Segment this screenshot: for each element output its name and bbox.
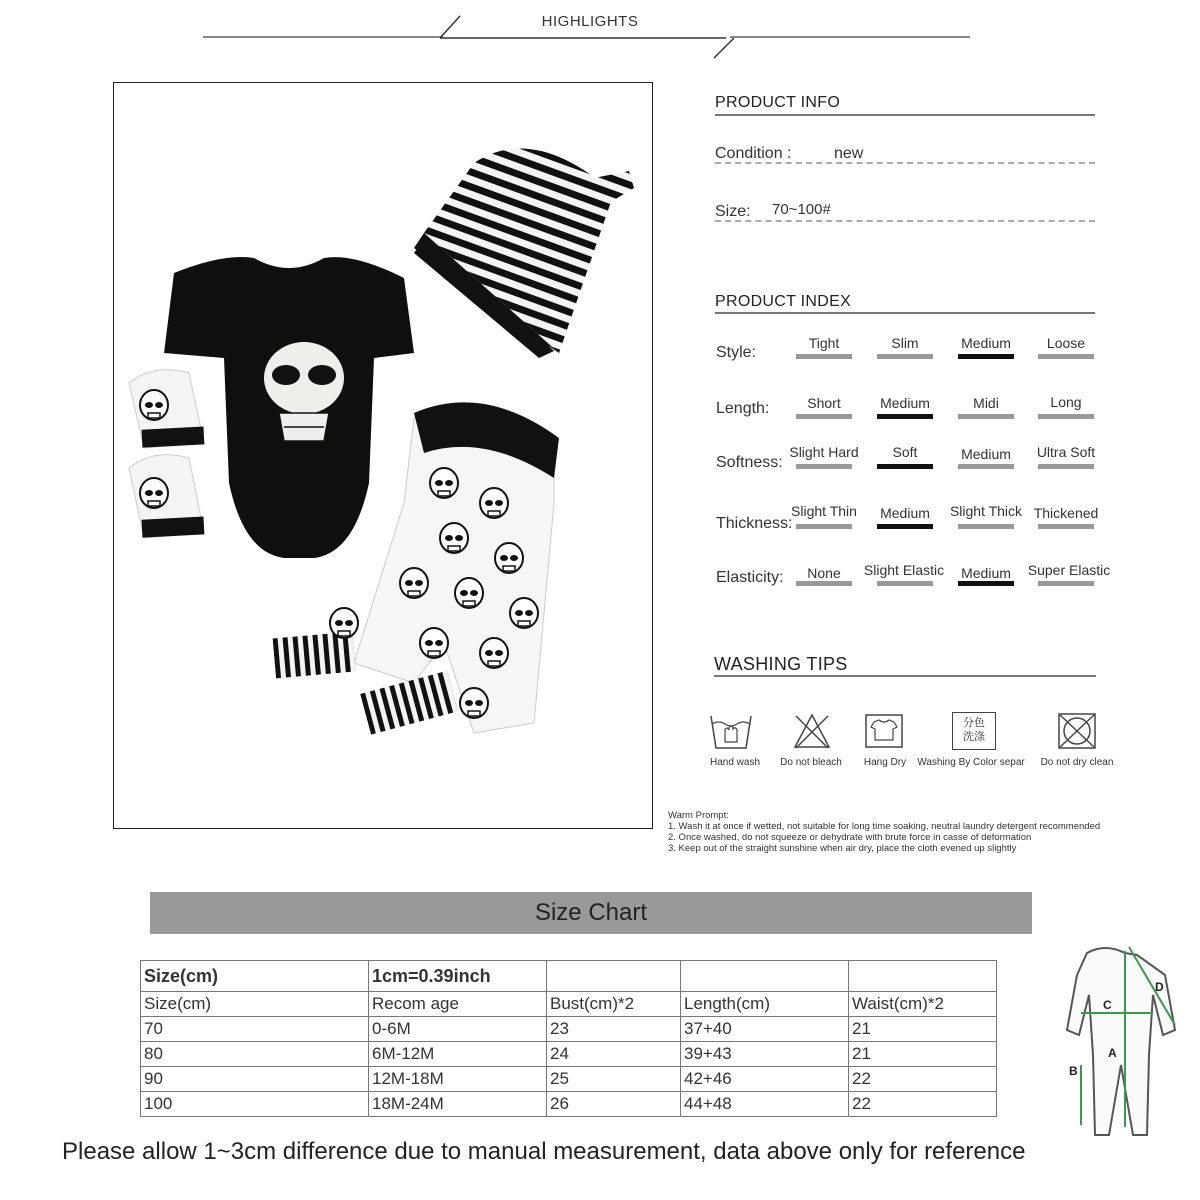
index-bar xyxy=(958,581,1014,586)
table-cell: 18M-24M xyxy=(369,1092,547,1117)
index-label-softness: Softness: xyxy=(716,454,783,471)
index-option: Short xyxy=(807,395,841,411)
index-bar xyxy=(877,464,933,469)
wash-label: Hang Dry xyxy=(863,757,907,768)
product-info-title: PRODUCT INFO xyxy=(715,94,841,111)
table-cell: 0-6M xyxy=(369,1017,547,1042)
table-cell xyxy=(547,961,681,992)
table-row xyxy=(141,1092,997,1117)
index-option: Soft xyxy=(892,444,918,460)
index-bar xyxy=(1038,581,1094,586)
index-option: Slight Thin xyxy=(791,503,857,519)
wash-label: Do not dry clean xyxy=(1040,757,1114,768)
wash-label: Hand wash xyxy=(709,757,761,768)
table-cell: 42+46 xyxy=(681,1067,849,1092)
do-not-bleach-icon xyxy=(792,712,832,750)
index-bar xyxy=(796,524,852,529)
index-bar xyxy=(1038,464,1094,469)
index-bar xyxy=(877,414,933,419)
table-cell: 6M-12M xyxy=(369,1042,547,1067)
table-header: Recom age xyxy=(369,992,547,1017)
table-cell: 90 xyxy=(141,1067,369,1092)
diagram-label: C xyxy=(1103,998,1112,1012)
table-cell xyxy=(681,961,849,992)
index-bar xyxy=(877,581,933,586)
index-option: Medium xyxy=(880,395,930,411)
condition-label: Condition : xyxy=(715,145,792,162)
product-photo xyxy=(113,82,653,829)
wash-by-color-icon: 分色 洗涤 xyxy=(952,712,996,750)
diagram-label: D xyxy=(1155,980,1164,994)
wash-label: Do not bleach xyxy=(780,757,842,768)
table-cell: 24 xyxy=(547,1042,681,1067)
index-option: Ultra Soft xyxy=(1036,444,1096,460)
index-option: Thickened xyxy=(1033,505,1099,521)
index-option: Slight Thick xyxy=(949,503,1023,519)
index-bar xyxy=(796,354,852,359)
product-index-title: PRODUCT INDEX xyxy=(715,293,852,310)
table-header: Waist(cm)*2 xyxy=(849,992,997,1017)
table-cell: 23 xyxy=(547,1017,681,1042)
index-label-style: Style: xyxy=(716,344,757,361)
product-illustration xyxy=(114,83,651,827)
table-cell: 26 xyxy=(547,1092,681,1117)
measurement-note: Please allow 1~3cm difference due to manual measurement, data above only for reference xyxy=(62,1138,1026,1165)
hand-wash-icon xyxy=(709,712,753,752)
index-bar xyxy=(796,581,852,586)
size-table xyxy=(140,960,997,1117)
washing-tips-title: WASHING TIPS xyxy=(714,654,848,674)
index-bar xyxy=(877,524,933,529)
table-cell: 25 xyxy=(547,1067,681,1092)
condition-dash xyxy=(715,162,1095,164)
table-cell: 80 xyxy=(141,1042,369,1067)
table-header: Size(cm) xyxy=(141,992,369,1017)
warm-prompt-line: 2. Once washed, do not squeeze or dehydrate with brute force in casse of deformation xyxy=(668,832,1032,843)
index-label-elasticity: Elasticity: xyxy=(716,569,784,586)
table-cell: Size(cm) xyxy=(141,961,369,992)
table-cell: 1cm=0.39inch xyxy=(369,961,547,992)
index-option: None xyxy=(807,565,841,581)
index-option: Medium xyxy=(961,446,1011,462)
table-row xyxy=(141,1042,997,1067)
size-chart-title: Size Chart xyxy=(150,892,1032,934)
hang-dry-icon xyxy=(864,712,904,750)
diagram-label: A xyxy=(1108,1046,1117,1060)
index-label-thickness: Thickness: xyxy=(716,515,793,532)
product-info-rule xyxy=(715,114,1095,116)
table-row xyxy=(141,1017,997,1042)
index-option: Slim xyxy=(891,335,919,351)
condition-value: new xyxy=(834,145,864,162)
highlights-rule-right xyxy=(730,36,970,38)
washing-tips-rule xyxy=(714,675,1096,677)
warm-prompt xyxy=(668,810,1188,854)
table-cell: 22 xyxy=(849,1067,997,1092)
index-option: Loose xyxy=(1046,335,1086,351)
index-label-length: Length: xyxy=(716,400,770,417)
index-option: Tight xyxy=(808,335,840,351)
table-cell: 12M-18M xyxy=(369,1067,547,1092)
index-bar xyxy=(1038,524,1094,529)
warm-prompt-line: 1. Wash it at once if wetted, not suitable for long time soaking, neutral laundry detergent recommended xyxy=(668,821,1101,832)
table-cell: 21 xyxy=(849,1042,997,1067)
table-row xyxy=(141,961,997,992)
mittens xyxy=(129,370,204,538)
index-bar xyxy=(1038,414,1094,419)
table-header: Bust(cm)*2 xyxy=(547,992,681,1017)
table-cell: 100 xyxy=(141,1092,369,1117)
index-option: Slight Elastic xyxy=(863,562,945,578)
index-option: Super Elastic xyxy=(1027,562,1111,578)
index-bar xyxy=(958,354,1014,359)
highlights-rule-left xyxy=(203,36,443,38)
table-cell: 22 xyxy=(849,1092,997,1117)
index-option: Medium xyxy=(961,565,1011,581)
size-dash xyxy=(715,220,1095,222)
table-cell: 21 xyxy=(849,1017,997,1042)
index-bar xyxy=(1038,354,1094,359)
index-option: Slight Hard xyxy=(789,444,859,460)
index-option: Medium xyxy=(961,335,1011,351)
table-cell: 37+40 xyxy=(681,1017,849,1042)
wash-label: Washing By Color separ xyxy=(917,757,1025,768)
size-value: 70~100# xyxy=(772,201,831,218)
warm-prompt-line: 3. Keep out of the straight sunshine when air dry, place the cloth evened up slightly xyxy=(668,843,1017,854)
index-bar xyxy=(958,524,1014,529)
size-label: Size: xyxy=(715,203,751,220)
table-cell: 39+43 xyxy=(681,1042,849,1067)
diagram-label: B xyxy=(1069,1064,1078,1078)
product-index-rule xyxy=(715,312,1095,314)
index-bar xyxy=(796,464,852,469)
table-cell: 70 xyxy=(141,1017,369,1042)
table-cell: 44+48 xyxy=(681,1092,849,1117)
table-header-row xyxy=(141,992,997,1017)
warm-prompt-title: Warm Prompt: xyxy=(668,810,729,821)
index-option: Medium xyxy=(880,505,930,521)
hat xyxy=(414,148,634,358)
table-header: Length(cm) xyxy=(681,992,849,1017)
highlights-title: HIGHLIGHTS xyxy=(541,13,639,30)
measurement-diagram xyxy=(1025,935,1195,1145)
index-option: Midi xyxy=(973,395,999,411)
index-bar xyxy=(958,464,1014,469)
index-bar xyxy=(958,414,1014,419)
index-bar xyxy=(796,414,852,419)
table-row xyxy=(141,1067,997,1092)
do-not-dry-clean-icon xyxy=(1057,712,1097,750)
index-option: Long xyxy=(1050,394,1082,410)
onesie xyxy=(164,257,414,558)
table-cell xyxy=(849,961,997,992)
index-bar xyxy=(877,354,933,359)
